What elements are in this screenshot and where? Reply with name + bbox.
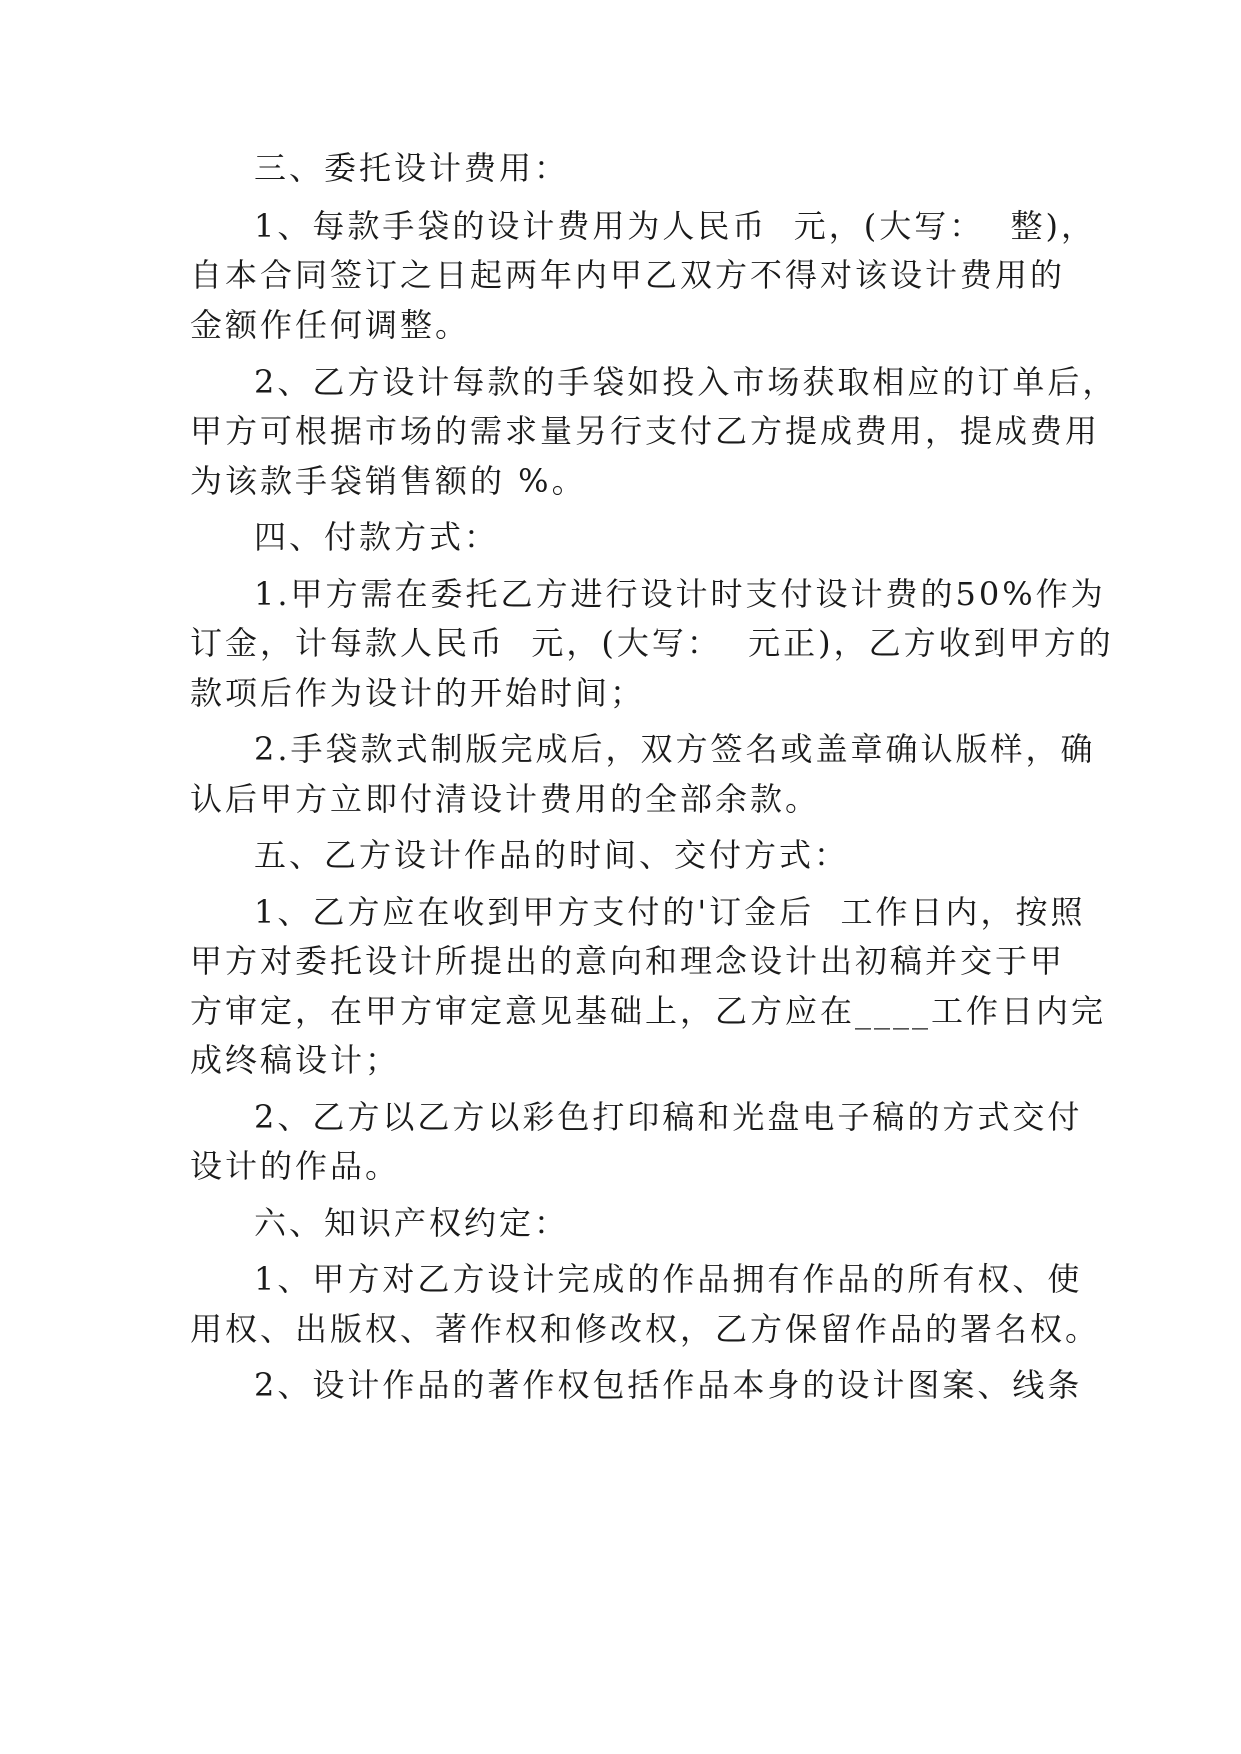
paragraph-line: 1.甲方需在委托乙方进行设计时支付设计费的50%作为 — [254, 575, 1106, 613]
paragraph-line: 1、甲方对乙方设计完成的作品拥有作品的所有权、使 — [254, 1260, 1083, 1298]
section-heading-payment: 四、付款方式： — [254, 518, 500, 556]
section-heading-delivery: 五、乙方设计作品的时间、交付方式： — [254, 836, 850, 874]
paragraph-line: 设计的作品。 — [190, 1147, 401, 1185]
paragraph-line: 成终稿设计； — [190, 1041, 401, 1079]
paragraph-line: 款项后作为设计的开始时间； — [190, 674, 646, 712]
paragraph-line: 认后甲方立即付清设计费用的全部余款。 — [190, 780, 821, 818]
paragraph-line: 方审定，在甲方审定意见基础上，乙方应在____工作日内完 — [190, 992, 1107, 1030]
paragraph-line: 1、每款手袋的设计费用为人民币 元，(大写： 整)， — [254, 207, 1097, 245]
paragraph-line: 1、乙方应在收到甲方支付的'订金后 工作日内，按照 — [254, 893, 1086, 931]
paragraph-line: 甲方可根据市场的需求量另行支付乙方提成费用，提成费用 — [190, 412, 1101, 450]
paragraph-line: 金额作任何调整。 — [190, 306, 471, 344]
paragraph-line: 用权、出版权、著作权和修改权，乙方保留作品的署名权。 — [190, 1310, 1101, 1348]
paragraph-line: 2、乙方设计每款的手袋如投入市场获取相应的订单后， — [254, 363, 1118, 401]
paragraph-line: 自本合同签订之日起两年内甲乙双方不得对该设计费用的 — [190, 256, 1066, 294]
paragraph-line: 为该款手袋销售额的 %。 — [190, 462, 587, 500]
section-heading-ip: 六、知识产权约定： — [254, 1204, 570, 1242]
paragraph-line: 甲方对委托设计所提出的意向和理念设计出初稿并交于甲 — [190, 942, 1066, 980]
paragraph-line: 订金，计每款人民币 元，(大写： 元正)，乙方收到甲方的 — [190, 624, 1114, 662]
paragraph-line: 2.手袋款式制版完成后，双方签名或盖章确认版样，确 — [254, 730, 1096, 768]
paragraph-line: 2、设计作品的著作权包括作品本身的设计图案、线条 — [254, 1366, 1083, 1404]
paragraph-line: 2、乙方以乙方以彩色打印稿和光盘电子稿的方式交付 — [254, 1098, 1083, 1136]
section-heading-fee: 三、委托设计费用： — [254, 149, 570, 187]
